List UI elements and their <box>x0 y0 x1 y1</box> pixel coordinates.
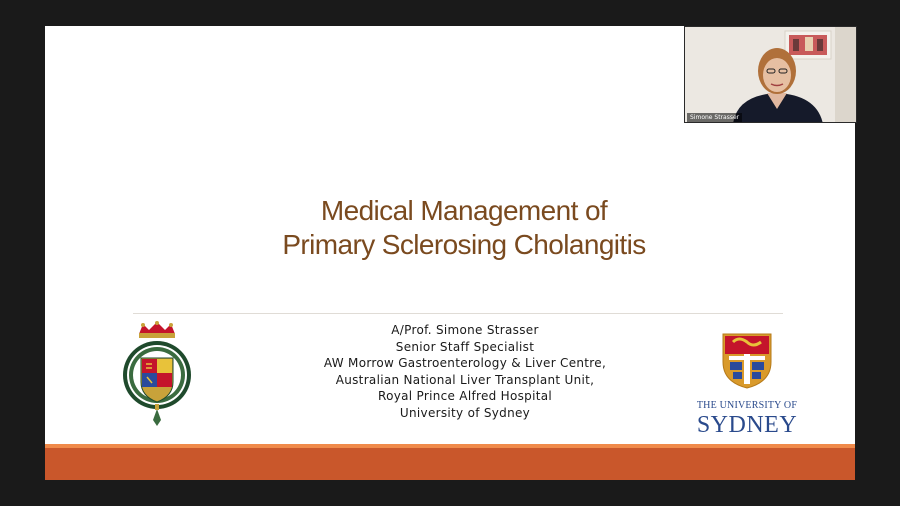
author-details <box>243 322 687 421</box>
participant-name-label: Simone Strasser <box>687 113 742 122</box>
author-affiliation-3: Royal Prince Alfred Hospital <box>377 389 553 403</box>
university-of-sydney-logo <box>689 332 805 436</box>
author-name: A/Prof. Simone Strasser <box>391 323 539 337</box>
slide-divider <box>133 313 783 314</box>
usyd-logo-line-1: THE UNIVERSITY OF <box>696 400 798 411</box>
author-role: Senior Staff Specialist <box>395 339 535 354</box>
slide-title <box>45 194 855 262</box>
meeting-bottom-bar <box>0 480 900 506</box>
author-affiliation-1: AW Morrow Gastroenterology & Liver Centre, <box>323 356 607 370</box>
author-affiliation-2: Australian National Liver Transplant Unit, <box>335 372 595 387</box>
slide-title-line-2: Primary Sclerosing Cholangitis <box>282 229 646 260</box>
speaker-video-feed <box>685 27 857 123</box>
author-affiliation-4: University of Sydney <box>399 405 531 420</box>
usyd-logo-line-2: SYDNEY <box>696 412 798 438</box>
university-of-sydney-shield-icon <box>721 332 773 390</box>
footer-band <box>45 448 855 480</box>
royal-prince-alfred-crest-icon <box>117 320 197 432</box>
speaker-video-tile[interactable] <box>684 26 857 123</box>
slide-title-line-1: Medical Management of <box>320 195 608 226</box>
meeting-top-bar <box>0 0 900 26</box>
